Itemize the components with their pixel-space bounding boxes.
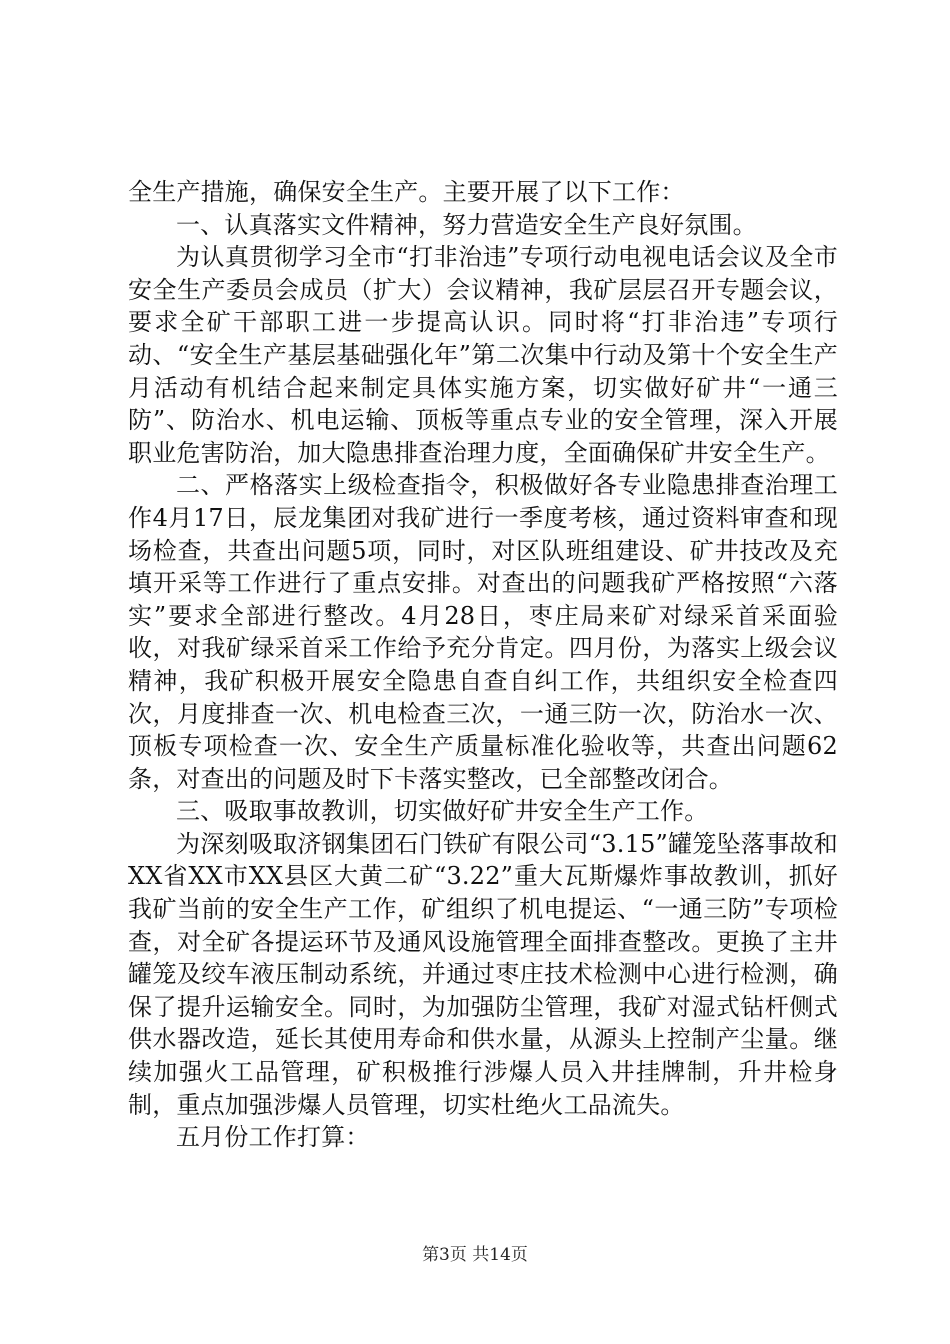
paragraph: 五月份工作打算：	[176, 1123, 370, 1152]
section-heading: 三、吸取事故教训，切实做好矿井安全生产工作。	[176, 797, 709, 826]
page-number-footer: 第3页 共14页	[422, 1245, 528, 1265]
section-heading: 一、认真落实文件精神，努力营造安全生产良好氛围。	[176, 210, 757, 239]
paragraph: 为深刻吸取济钢集团石门铁矿有限公司“3.15”罐笼坠落事故和XX省XX市XX县区大黄二矿“3.22”重大瓦斯爆炸事故教训，抓好我矿当前的安全生产工作，矿组织了机电提运、“一通三防”专项检查，对全矿各提运环节及通风设施管理全面排查整改。更换了主井罐笼及绞车液压制动系统，并通过枣庄技术检测中心进行检测，确保了提升运输安全。同时，为加强防尘管理，我矿对湿式钻杆侧式供水器改造，延长其使用寿命和供水量，从源头上控制产尘量。继续加强火工品管理，矿积极推行涉爆人员入井挂牌制，升井检身制，重点加强涉爆人员管理，切实杜绝火工品流失。	[128, 829, 838, 1119]
paragraph: 二、严格落实上级检查指令，积极做好各专业隐患排查治理工作4月17日，辰龙集团对我矿进行一季度考核，通过资料审查和现场检查，共查出问题5项，同时，对区队班组建设、矿井技改及充填开采等工作进行了重点安排。对查出的问题我矿严格按照“六落实”要求全部进行整改。4月28日，枣庄局来矿对绿采首采面验收，对我矿绿采首采工作给予充分肯定。四月份，为落实上级会议精神，我矿积极开展安全隐患自查自纠工作，共组织安全检查四次，月度排查一次、机电检查三次，一通三防一次，防治水一次、顶板专项检查一次、安全生产质量标准化验收等，共查出问题62条，对查出的问题及时下卡落实整改，已全部整改闭合。	[128, 471, 838, 793]
document-body	[128, 176, 838, 1154]
paragraph: 全生产措施，确保安全生产。主要开展了以下工作：	[128, 178, 685, 206]
paragraph: 为认真贯彻学习全市“打非治违”专项行动电视电话会议及全市安全生产委员会成员（扩大）会议精神，我矿层层召开专题会议，要求全矿干部职工进一步提高认识。同时将“打非治违”专项行动、“安全生产基层基础强化年”第二次集中行动及第十个安全生产月活动有机结合起来制定具体实施方案，切实做好矿井“一通三防”、防治水、机电运输、顶板等重点专业的安全管理，深入开展职业危害防治，加大隐患排查治理力度，全面确保矿井安全生产。	[128, 243, 838, 467]
